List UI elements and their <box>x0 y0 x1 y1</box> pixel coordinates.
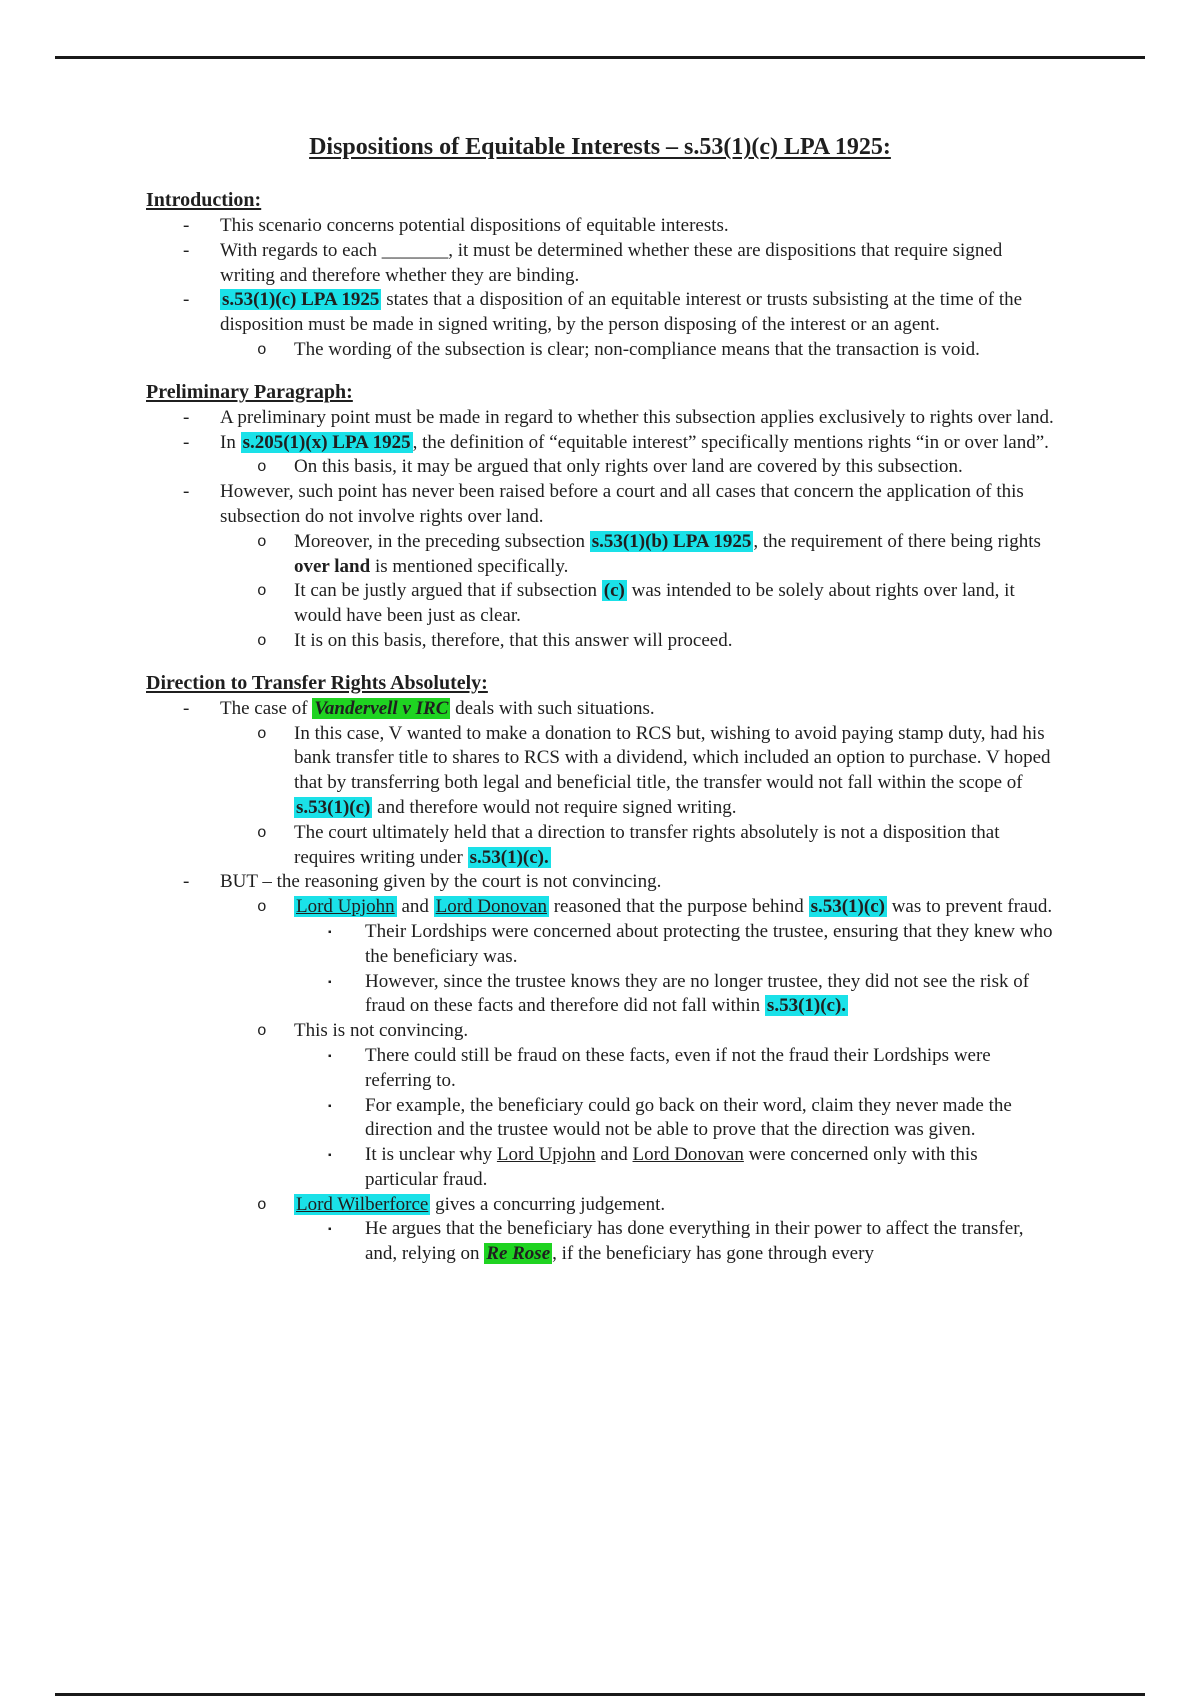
o-bullet: o <box>257 823 267 842</box>
square-bullet: ▪ <box>328 1050 332 1062</box>
list-item <box>146 1044 1054 1094</box>
text-segment: The case of <box>220 697 313 719</box>
square-bullet: ▪ <box>328 976 332 988</box>
dash-bullet: - <box>183 239 190 261</box>
section-preliminary-paragraph <box>146 379 1054 654</box>
text-segment: In this case, V wanted to make a donation to RCS but, wishing to avoid paying stamp duty, had his bank transfer title to shares to RCS with a dividend, which included an option to purchase. V hoped that by transferring both legal and beneficial title, the transfer would not fall within the scope of <box>294 722 1051 794</box>
judge-name-underlined: Lord Donovan <box>632 1144 744 1166</box>
list-item <box>146 697 1054 722</box>
text-segment: was intended to be solely about rights over land, it would have been just as clear. <box>294 580 1015 627</box>
statute-ref-highlight: (c) <box>603 580 625 602</box>
bottom-rule <box>55 1693 1145 1696</box>
page-content <box>146 131 1054 1267</box>
judge-name-highlight: Lord Upjohn <box>296 896 395 918</box>
list-item <box>146 1217 1054 1267</box>
square-bullet: ▪ <box>328 1150 332 1162</box>
o-bullet: o <box>257 582 267 601</box>
list-item <box>146 214 1054 239</box>
text-segment: and therefore would not require signed writing. <box>372 796 737 818</box>
text-segment: , the definition of “equitable interest” specifically mentions rights “in or over land”. <box>412 431 1049 453</box>
text-segment: gives a concurring judgement. <box>430 1193 666 1215</box>
judge-name-highlight: Lord Wilberforce <box>296 1193 429 1215</box>
text-segment: This scenario concerns potential dispositions of equitable interests. <box>220 215 729 236</box>
dash-bullet: - <box>183 431 190 453</box>
list-item <box>146 480 1054 530</box>
text-segment: In <box>220 431 241 453</box>
list-item <box>146 1094 1054 1144</box>
text-segment: It is unclear why <box>365 1144 497 1166</box>
text-segment: , if the beneficiary has gone through every <box>552 1243 874 1265</box>
list-item <box>146 530 1054 580</box>
bold-text: over land <box>294 555 371 577</box>
dash-bullet: - <box>183 215 190 236</box>
list-item <box>146 1019 1054 1044</box>
list-item <box>146 895 1054 920</box>
text-segment: BUT – the reasoning given by the court is not convincing. <box>220 871 662 893</box>
o-bullet: o <box>257 724 267 743</box>
text-segment: There could still be fraud on these facts, even if not the fraud their Lordships were referring to. <box>365 1044 991 1091</box>
o-bullet: o <box>257 340 267 359</box>
text-segment: The wording of the subsection is clear; non-compliance means that the transaction is void. <box>294 338 980 360</box>
text-segment: , the requirement of there being rights <box>753 530 1041 552</box>
section-heading: Preliminary Paragraph: <box>146 380 353 403</box>
text-segment: It can be justly argued that if subsection <box>294 580 602 602</box>
list-item <box>146 629 1054 654</box>
top-rule <box>55 56 1145 59</box>
text-segment: This is not convincing. <box>294 1020 469 1042</box>
statute-ref-highlight: s.53(1)(c). <box>469 846 549 868</box>
o-bullet: o <box>257 1195 267 1214</box>
list-item <box>146 239 1054 289</box>
text-segment: A preliminary point must be made in regard to whether this subsection applies exclusively to rights over land. <box>220 406 1054 428</box>
section-introduction <box>146 187 1054 363</box>
text-segment: The court ultimately held that a direction to transfer rights absolutely is not a disposition that requires writing under <box>294 821 1000 868</box>
section-direction-to-transfer <box>146 670 1054 1267</box>
o-bullet: o <box>257 1022 267 1041</box>
text-segment: and <box>396 896 434 918</box>
section-heading: Introduction: <box>146 189 262 211</box>
text-segment: is mentioned specifically. <box>370 555 569 577</box>
text-segment: For example, the beneficiary could go back on their word, claim they never made the direction and the trustee would not be able to prove that the direction was given. <box>365 1094 1012 1141</box>
section-heading: Direction to Transfer Rights Absolutely: <box>146 671 488 694</box>
list-item <box>146 579 1054 629</box>
case-name-highlight: Vandervell v IRC <box>314 697 449 719</box>
dash-bullet: - <box>183 697 190 719</box>
list-item <box>146 406 1054 431</box>
text-segment: reasoned that the purpose behind <box>548 896 809 918</box>
statute-ref-highlight: s.53(1)(c). <box>766 995 847 1017</box>
text-segment: were concerned only with this particular fraud. <box>365 1144 978 1190</box>
list-item <box>146 431 1054 456</box>
text-segment: On this basis, it may be argued that only rights over land are covered by this subsection. <box>294 456 963 478</box>
list-item <box>146 821 1054 871</box>
dash-bullet: - <box>183 871 190 893</box>
list-item <box>146 338 1054 363</box>
o-bullet: o <box>257 898 267 917</box>
text-segment: However, such point has never been raised before a court and all cases that concern the application of this subsection do not involve rights over land. <box>220 481 1024 527</box>
list-item <box>146 970 1054 1020</box>
square-bullet: ▪ <box>328 1100 332 1112</box>
text-segment: deals with such situations. <box>450 697 655 719</box>
list-item <box>146 288 1054 338</box>
list-item <box>146 1193 1054 1218</box>
text-segment: states that a disposition of an equitable interest or trusts subsisting at the time of the disposition must be made in signed writing, by the person disposing of the interest or an agent. <box>220 289 1023 336</box>
list-item <box>146 920 1054 970</box>
list-item <box>146 1143 1054 1193</box>
statute-ref-highlight: s.53(1)(c) <box>810 896 885 918</box>
o-bullet: o <box>257 458 267 477</box>
text-segment: He argues that the beneficiary has done everything in their power to affect the transfer, and, relying on <box>365 1218 1024 1265</box>
text-segment: Their Lordships were concerned about protecting the trustee, ensuring that they knew who the beneficiary was. <box>365 920 1053 967</box>
text-segment: and <box>595 1144 633 1166</box>
text-segment: was to prevent fraud. <box>886 896 1053 918</box>
list-item <box>146 722 1054 821</box>
text-segment: Moreover, in the preceding subsection <box>294 530 590 552</box>
judge-name-underlined: Lord Upjohn <box>496 1144 596 1166</box>
text-segment: It is on this basis, therefore, that this answer will proceed. <box>294 629 733 651</box>
text-segment: With regards to each _______, it must be determined whether these are dispositions that require signed writing and therefore whether they are binding. <box>220 239 1003 286</box>
text-segment: However, since the trustee knows they are no longer trustee, they did not see the risk of fraud on these facts and therefore did not fall within <box>365 970 1030 1017</box>
square-bullet: ▪ <box>328 926 332 938</box>
statute-ref-highlight: s.53(1)(b) LPA 1925 <box>591 530 752 552</box>
o-bullet: o <box>257 631 267 650</box>
statute-ref-highlight: s.53(1)(c) <box>296 796 371 818</box>
dash-bullet: - <box>183 406 190 428</box>
judge-name-highlight: Lord Donovan <box>435 896 547 918</box>
statute-ref-highlight: s.205(1)(x) LPA 1925 <box>242 431 411 453</box>
o-bullet: o <box>257 532 267 551</box>
case-name-highlight: Re Rose <box>486 1243 551 1265</box>
page-title: Dispositions of Equitable Interests – s.53(1)(c) LPA 1925: <box>309 134 891 160</box>
statute-ref-highlight: s.53(1)(c) LPA 1925 <box>222 289 380 311</box>
list-item <box>146 870 1054 895</box>
dash-bullet: - <box>183 289 190 311</box>
square-bullet: ▪ <box>328 1224 332 1236</box>
list-item <box>146 455 1054 480</box>
dash-bullet: - <box>183 481 190 503</box>
